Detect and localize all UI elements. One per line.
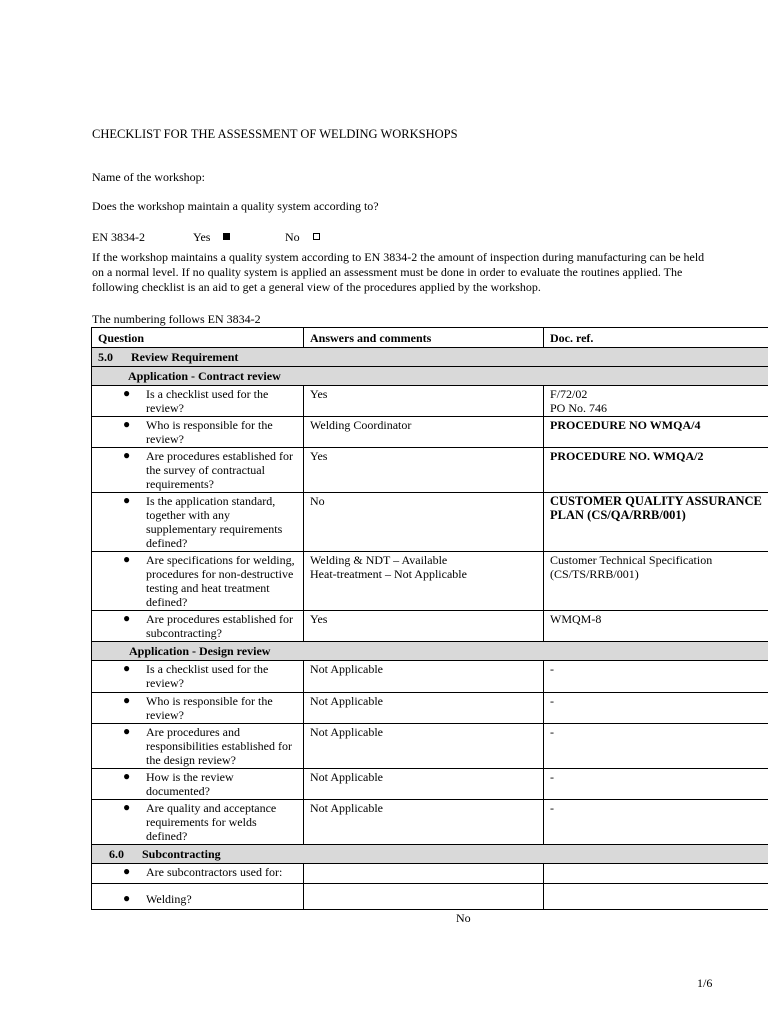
section-6-number: 6.0: [109, 847, 124, 861]
section-5-label: Review Requirement: [131, 350, 239, 364]
table-row: ● Is the application standard, together with any supplementary requirements defined? No CUSTOMER QUALITY ASSURANCE PLAN (CS/QA/RRB/001): [92, 493, 768, 552]
bullet-icon: ●: [123, 493, 131, 507]
table-row: ● Are procedures established for the survey of contractual requirements? Yes PROCEDURE NO. WMQA/2: [92, 448, 768, 493]
filled-square-icon: [223, 233, 230, 240]
bullet-icon: ●: [123, 552, 131, 566]
bullet-icon: ●: [123, 891, 131, 905]
table-row: ● Welding?: [92, 884, 768, 910]
table-row: ● Is a checklist used for the review? Not Applicable -: [92, 661, 768, 693]
page-bottom-margin: [0, 918, 768, 1024]
section-5-number: 5.0: [98, 350, 113, 364]
section-6-row: [92, 845, 768, 864]
no-label: No: [285, 230, 300, 244]
yes-label: Yes: [193, 230, 211, 244]
bullet-icon: ●: [123, 769, 131, 783]
design-review-label: Application - Design review: [92, 642, 768, 661]
bullet-icon: ●: [123, 693, 131, 707]
table-row: ● Are procedures established for subcontracting? Yes WMQM-8: [92, 611, 768, 642]
quality-system-question: Does the workshop maintain a quality system according to?: [92, 199, 379, 213]
table-row: ● How is the review documented? Not Applicable -: [92, 769, 768, 800]
empty-square-icon: [313, 233, 320, 240]
bullet-icon: ●: [123, 611, 131, 625]
section-5-row: [92, 348, 768, 367]
header-answers: Answers and comments: [304, 328, 544, 348]
header-question: Question: [92, 328, 304, 348]
bullet-icon: ●: [123, 448, 131, 462]
table-row: ● Are procedures and responsibilities established for the design review? Not Applicable -: [92, 724, 768, 769]
bullet-icon: ●: [123, 386, 131, 400]
bullet-icon: ●: [123, 417, 131, 431]
table-header-row: [92, 328, 768, 348]
checklist-table: [91, 327, 768, 910]
table-row: ● Who is responsible for the review? Welding Coordinator PROCEDURE NO WMQA/4: [92, 417, 768, 448]
table-row: ● Are quality and acceptance requirements for welds defined? Not Applicable -: [92, 800, 768, 845]
table-row: ● Who is responsible for the review? Not Applicable -: [92, 693, 768, 724]
header-doc-ref: Doc. ref.: [544, 328, 768, 348]
bullet-icon: ●: [123, 661, 131, 675]
welding-answer: No: [456, 911, 471, 925]
bullet-icon: ●: [123, 800, 131, 814]
table-row: ● Are subcontractors used for:: [92, 864, 768, 884]
page-number: 1/6: [697, 976, 713, 990]
yes-option: [193, 230, 230, 245]
table-row: ● Are specifications for welding, procedures for non-destructive testing and heat treatment defined? Welding & NDT – Available Heat-treatment – Not Applicable Customer Technical Specification (CS/TS/RRB/001): [92, 552, 768, 611]
no-option: [285, 230, 320, 245]
en-standard-label: EN 3834-2: [92, 230, 145, 244]
contract-review-label: Application - Contract review: [92, 367, 768, 386]
workshop-name-label: Name of the workshop:: [92, 170, 205, 184]
intro-paragraph: If the workshop maintains a quality system according to EN 3834-2 the amount of inspection during manufacturing can be held on a normal level. If no quality system is applied an assessment must be done in order to evaluate the routines applied. The following checklist is an aid to get a general view of the procedures applied by the workshop.: [92, 250, 705, 294]
section-6-label: Subcontracting: [142, 847, 221, 861]
design-review-row: [92, 642, 768, 661]
bullet-icon: ●: [123, 724, 131, 738]
document-title: CHECKLIST FOR THE ASSESSMENT OF WELDING WORKSHOPS: [92, 127, 458, 141]
bullet-icon: ●: [123, 864, 131, 878]
numbering-note-text: The numbering follows EN 3834-2: [92, 312, 261, 326]
numbering-note: [92, 312, 261, 327]
table-row: ● Is a checklist used for the review? Yes F/72/02 PO No. 746: [92, 386, 768, 417]
contract-review-row: [92, 367, 768, 386]
